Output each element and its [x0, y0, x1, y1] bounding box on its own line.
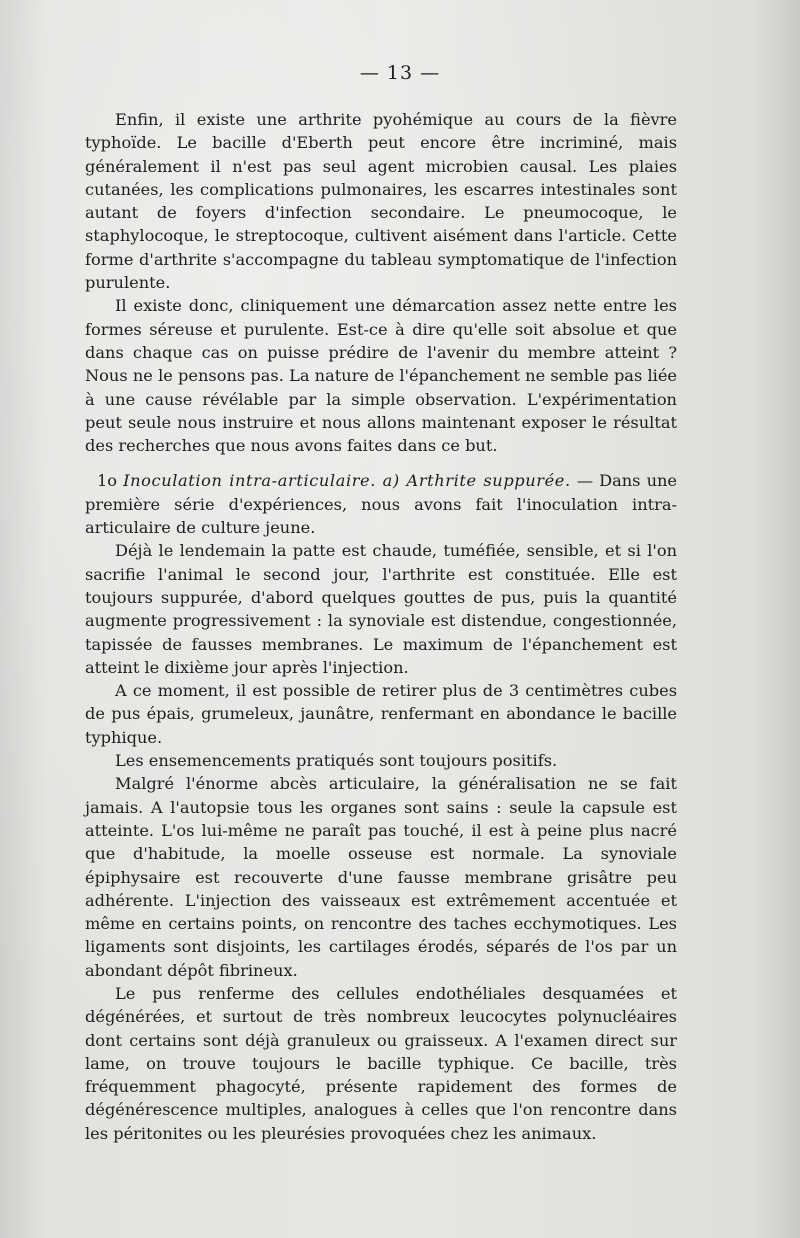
- paragraph-demarcation: Il existe donc, cliniquement une démarcation assez nette entre les formes séreuse et purulente. Est-ce à dire qu'elle soit absolue et que dans chaque cas on puisse prédire de l'avenir du membre atteint ? Nous ne le pensons pas. La nature de l'épanchement ne semble pas liée à une cause révélable par la simple observation. L'expérimentation peut seule nous instruire et nous allons maintenant exposer le résultat des recherches que nous avons faites dans ce but.: [85, 296, 677, 456]
- paragraph-pyohemic-arthritis: Enfin, il existe une arthrite pyohémique au cours de la fièvre typhoïde. Le bacille d'Eberth peut encore être incriminé, mais généralement il n'est pas seul agent microbien causal. Les plaies cutanées, les complications pulmonaires, les escarres intestinales sont autant de foyers d'infection secondaire. Le pneumocoque, le staphylocoque, le streptocoque, cultivent aisément dans l'article. Cette forme d'arthrite s'accompagne du tableau symptomatique de l'infection purulente.: [85, 110, 677, 293]
- paragraph-next-day: Déjà le lendemain la patte est chaude, tuméfiée, sensible, et si l'on sacrifie l'animal le second jour, l'arthrite est constituée. Elle est toujours suppurée, d'abord quelques gouttes de pus, puis la quantité augmente progressivement : la synoviale est distendue, congestionnée, tapissée de fausses membranes. Le maximum de l'épanchement est atteint le dixième jour après l'injection.: [85, 541, 677, 677]
- section-heading-paragraph: [85, 469, 677, 539]
- paragraph-pus-volume: A ce moment, il est possible de retirer plus de 3 centimètres cubes de pus épais, grumeleux, jaunâtre, renfermant en abondance le bacille typhique.: [85, 681, 677, 747]
- paragraph-autopsy: Malgré l'énorme abcès articulaire, la généralisation ne se fait jamais. A l'autopsie tous les organes sont sains : seule la capsule est atteinte. L'os lui-même ne paraît pas touché, il est à peine plus nacré que d'habitude, la moelle osseuse est normale. La synoviale épiphysaire est recouverte d'une fausse membrane grisâtre peu adhérente. L'injection des vaisseaux est extrêmement accentuée et même en certains points, on rencontre des taches ecchymotiques. Les ligaments sont disjoints, les cartilages érodés, séparés de l'os par un abondant dépôt fibrineux.: [85, 774, 677, 980]
- section-title: Inoculation intra-articulaire. a) Arthrite suppurée.: [123, 471, 571, 491]
- paragraph-pus-cells: Le pus renferme des cellules endothéliales desquamées et dégénérées, et surtout de très nombreux leucocytes polynucléaires dont certains sont déjà granuleux ou graisseux. A l'examen direct sur lame, on trouve toujours le bacille typhique. Ce bacille, très fréquemment phagocyté, présente rapidement des formes de dégénérescence multiples, analogues à celles que l'on rencontre dans les péritonites ou les pleurésies provoquées chez les animaux.: [85, 983, 677, 1143]
- section-intro-text: — Dans une première série d'expériences, nous avons fait l'inoculation intra-articulaire de culture jeune.: [85, 471, 677, 538]
- body-text: [85, 108, 677, 1145]
- page-number: — 13 —: [359, 62, 441, 84]
- section-number: 1o: [97, 471, 118, 491]
- paragraph-cultures: Les ensemencements pratiqués sont toujours positifs.: [115, 751, 558, 771]
